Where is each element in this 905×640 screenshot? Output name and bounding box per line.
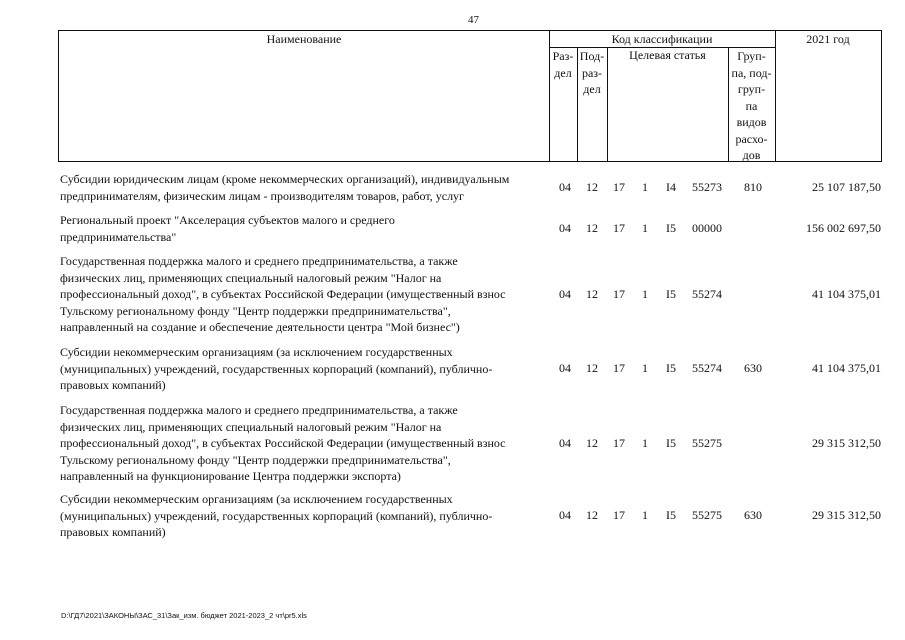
code-cs1: 17 [613, 361, 625, 375]
code-cs3: I5 [666, 221, 676, 235]
row-amount: 41 104 375,01 [812, 287, 881, 301]
code-podrazdel: 12 [586, 436, 598, 450]
header-subsection: Под- раз- дел [579, 49, 605, 96]
code-cs4: 55273 [692, 180, 722, 194]
code-vr: 630 [744, 361, 762, 375]
row-amount: 25 107 187,50 [812, 180, 881, 194]
header-year: 2021 год [806, 32, 850, 46]
header-classification: Код классификации [611, 32, 713, 46]
row-description: Государственная поддержка малого и среднего предпринимательства, а также физических лиц, применяющих специальный налоговый режим "Налог на профессиональный доход", в субъектах Российской Федерации (имущественный взнос Тульскому региональному фонду "Центр поддержки предпринимательства", направленный на функционирование Центра поддержки экспорта) [60, 403, 506, 483]
header-name: Наименование [266, 32, 342, 46]
code-cs4: 55275 [692, 436, 722, 450]
code-cs3: I5 [666, 436, 676, 450]
code-podrazdel: 12 [586, 361, 598, 375]
code-cs1: 17 [613, 180, 625, 194]
code-cs4: 00000 [692, 221, 722, 235]
page-number: 47 [468, 14, 479, 26]
code-razdel: 04 [559, 180, 571, 194]
code-razdel: 04 [559, 436, 571, 450]
code-razdel: 04 [559, 361, 571, 375]
row-description: Государственная поддержка малого и среднего предпринимательства, а также физических лиц, применяющих специальный налоговый режим "Налог на профессиональный доход", в субъектах Российской Федерации (имущественный взнос Тульскому региональному фонду "Центр поддержки предпринимательства", направленный на создание и обеспечение деятельности центра "Мой бизнес") [60, 254, 506, 334]
header-target-article: Целевая статья [629, 48, 706, 62]
code-cs1: 17 [613, 508, 625, 522]
code-cs4: 55275 [692, 508, 722, 522]
code-cs2: 1 [642, 508, 648, 522]
row-amount: 29 315 312,50 [812, 508, 881, 522]
divider [775, 31, 776, 161]
header-section: Раз- дел [552, 49, 574, 80]
code-cs3: I5 [666, 361, 676, 375]
code-cs2: 1 [642, 221, 648, 235]
file-path-footer: D:\ГД7\2021\ЗАКОНЫ\ЗАС_31\Зак_изм. бюджет 2021-2023_2 чт\pr5.xls [61, 611, 307, 620]
code-podrazdel: 12 [586, 508, 598, 522]
code-cs4: 55274 [692, 287, 722, 301]
table-header [58, 30, 882, 162]
code-cs1: 17 [613, 287, 625, 301]
row-description: Субсидии юридическим лицам (кроме некоммерческих организаций), индивидуальным предпринимателям, физическим лицам - производителям товаров, работ, услуг [60, 172, 510, 203]
code-cs3: I4 [666, 180, 676, 194]
code-cs2: 1 [642, 361, 648, 375]
code-cs1: 17 [613, 221, 625, 235]
code-razdel: 04 [559, 287, 571, 301]
row-amount: 29 315 312,50 [812, 436, 881, 450]
code-cs4: 55274 [692, 361, 722, 375]
code-razdel: 04 [559, 508, 571, 522]
code-razdel: 04 [559, 221, 571, 235]
code-cs3: I5 [666, 508, 676, 522]
code-podrazdel: 12 [586, 180, 598, 194]
row-amount: 41 104 375,01 [812, 361, 881, 375]
code-cs2: 1 [642, 180, 648, 194]
code-cs1: 17 [613, 436, 625, 450]
code-vr: 630 [744, 508, 762, 522]
code-vr: 810 [744, 180, 762, 194]
code-cs2: 1 [642, 287, 648, 301]
row-description: Субсидии некоммерческим организациям (за исключением государственных (муниципальных) учреждений, государственных корпораций (компаний), публично- правовых компаний) [60, 492, 493, 539]
divider [607, 47, 608, 161]
header-group: Груп- па, под- груп- па видов расхо- дов [731, 49, 772, 162]
code-cs3: I5 [666, 287, 676, 301]
code-podrazdel: 12 [586, 221, 598, 235]
code-cs2: 1 [642, 436, 648, 450]
code-podrazdel: 12 [586, 287, 598, 301]
row-amount: 156 002 697,50 [806, 221, 881, 235]
row-description: Субсидии некоммерческим организациям (за исключением государственных (муниципальных) учреждений, государственных корпораций (компаний), публично- правовых компаний) [60, 345, 493, 392]
row-description: Региональный проект "Акселерация субъектов малого и среднего предпринимательства" [60, 213, 395, 244]
